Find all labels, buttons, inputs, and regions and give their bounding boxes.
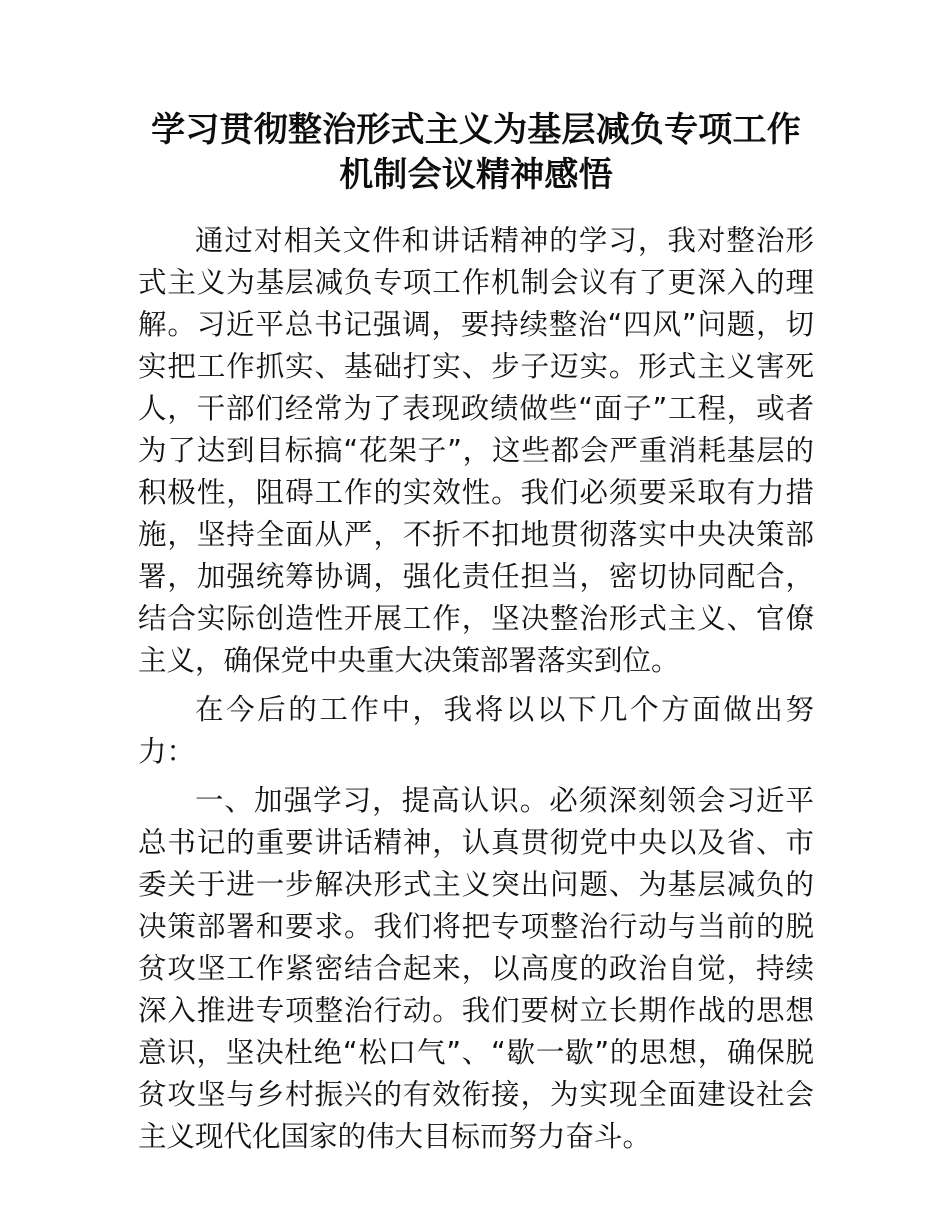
document-content	[138, 0, 814, 1158]
page-title: 学习贯彻整治形式主义为基层减负专项工作机制会议精神感悟	[151, 110, 801, 195]
paragraph-1: 通过对相关文件和讲话精神的学习，我对整治形式主义为基层减负专项工作机制会议有了更深入的理解。习近平总书记强调，要持续整治“四风”问题，切实把工作抓实、基础打实、步子迈实。形式主义害死人，干部们经常为了表现政绩做些“面子”工程，或者为了达到目标搞“花架子”，这些都会严重消耗基层的积极性，阻碍工作的实效性。我们必须要采取有力措施，坚持全面从严，不折不扣地贯彻落实中央决策部署，加强统筹协调，强化责任担当，密切协同配合，结合实际创造性开展工作，坚决整治形式主义、官僚主义，确保党中央重大决策部署落实到位。	[138, 224, 814, 677]
paragraph-2: 在今后的工作中，我将以以下几个方面做出努力：	[138, 693, 814, 768]
paragraph-3: 一、加强学习，提高认识。必须深刻领会习近平总书记的重要讲话精神，认真贯彻党中央以及省、市委关于进一步解决形式主义突出问题、为基层减负的决策部署和要求。我们将把专项整治行动与当前的脱贫攻坚工作紧密结合起来，以高度的政治自觉，持续深入推进专项整治行动。我们要树立长期作战的思想意识，坚决杜绝“松口气”、“歇一歇”的思想，确保脱贫攻坚与乡村振兴的有效衔接，为实现全面建设社会主义现代化国家的伟大目标而努力奋斗。	[138, 784, 814, 1153]
document-body	[138, 220, 814, 1158]
